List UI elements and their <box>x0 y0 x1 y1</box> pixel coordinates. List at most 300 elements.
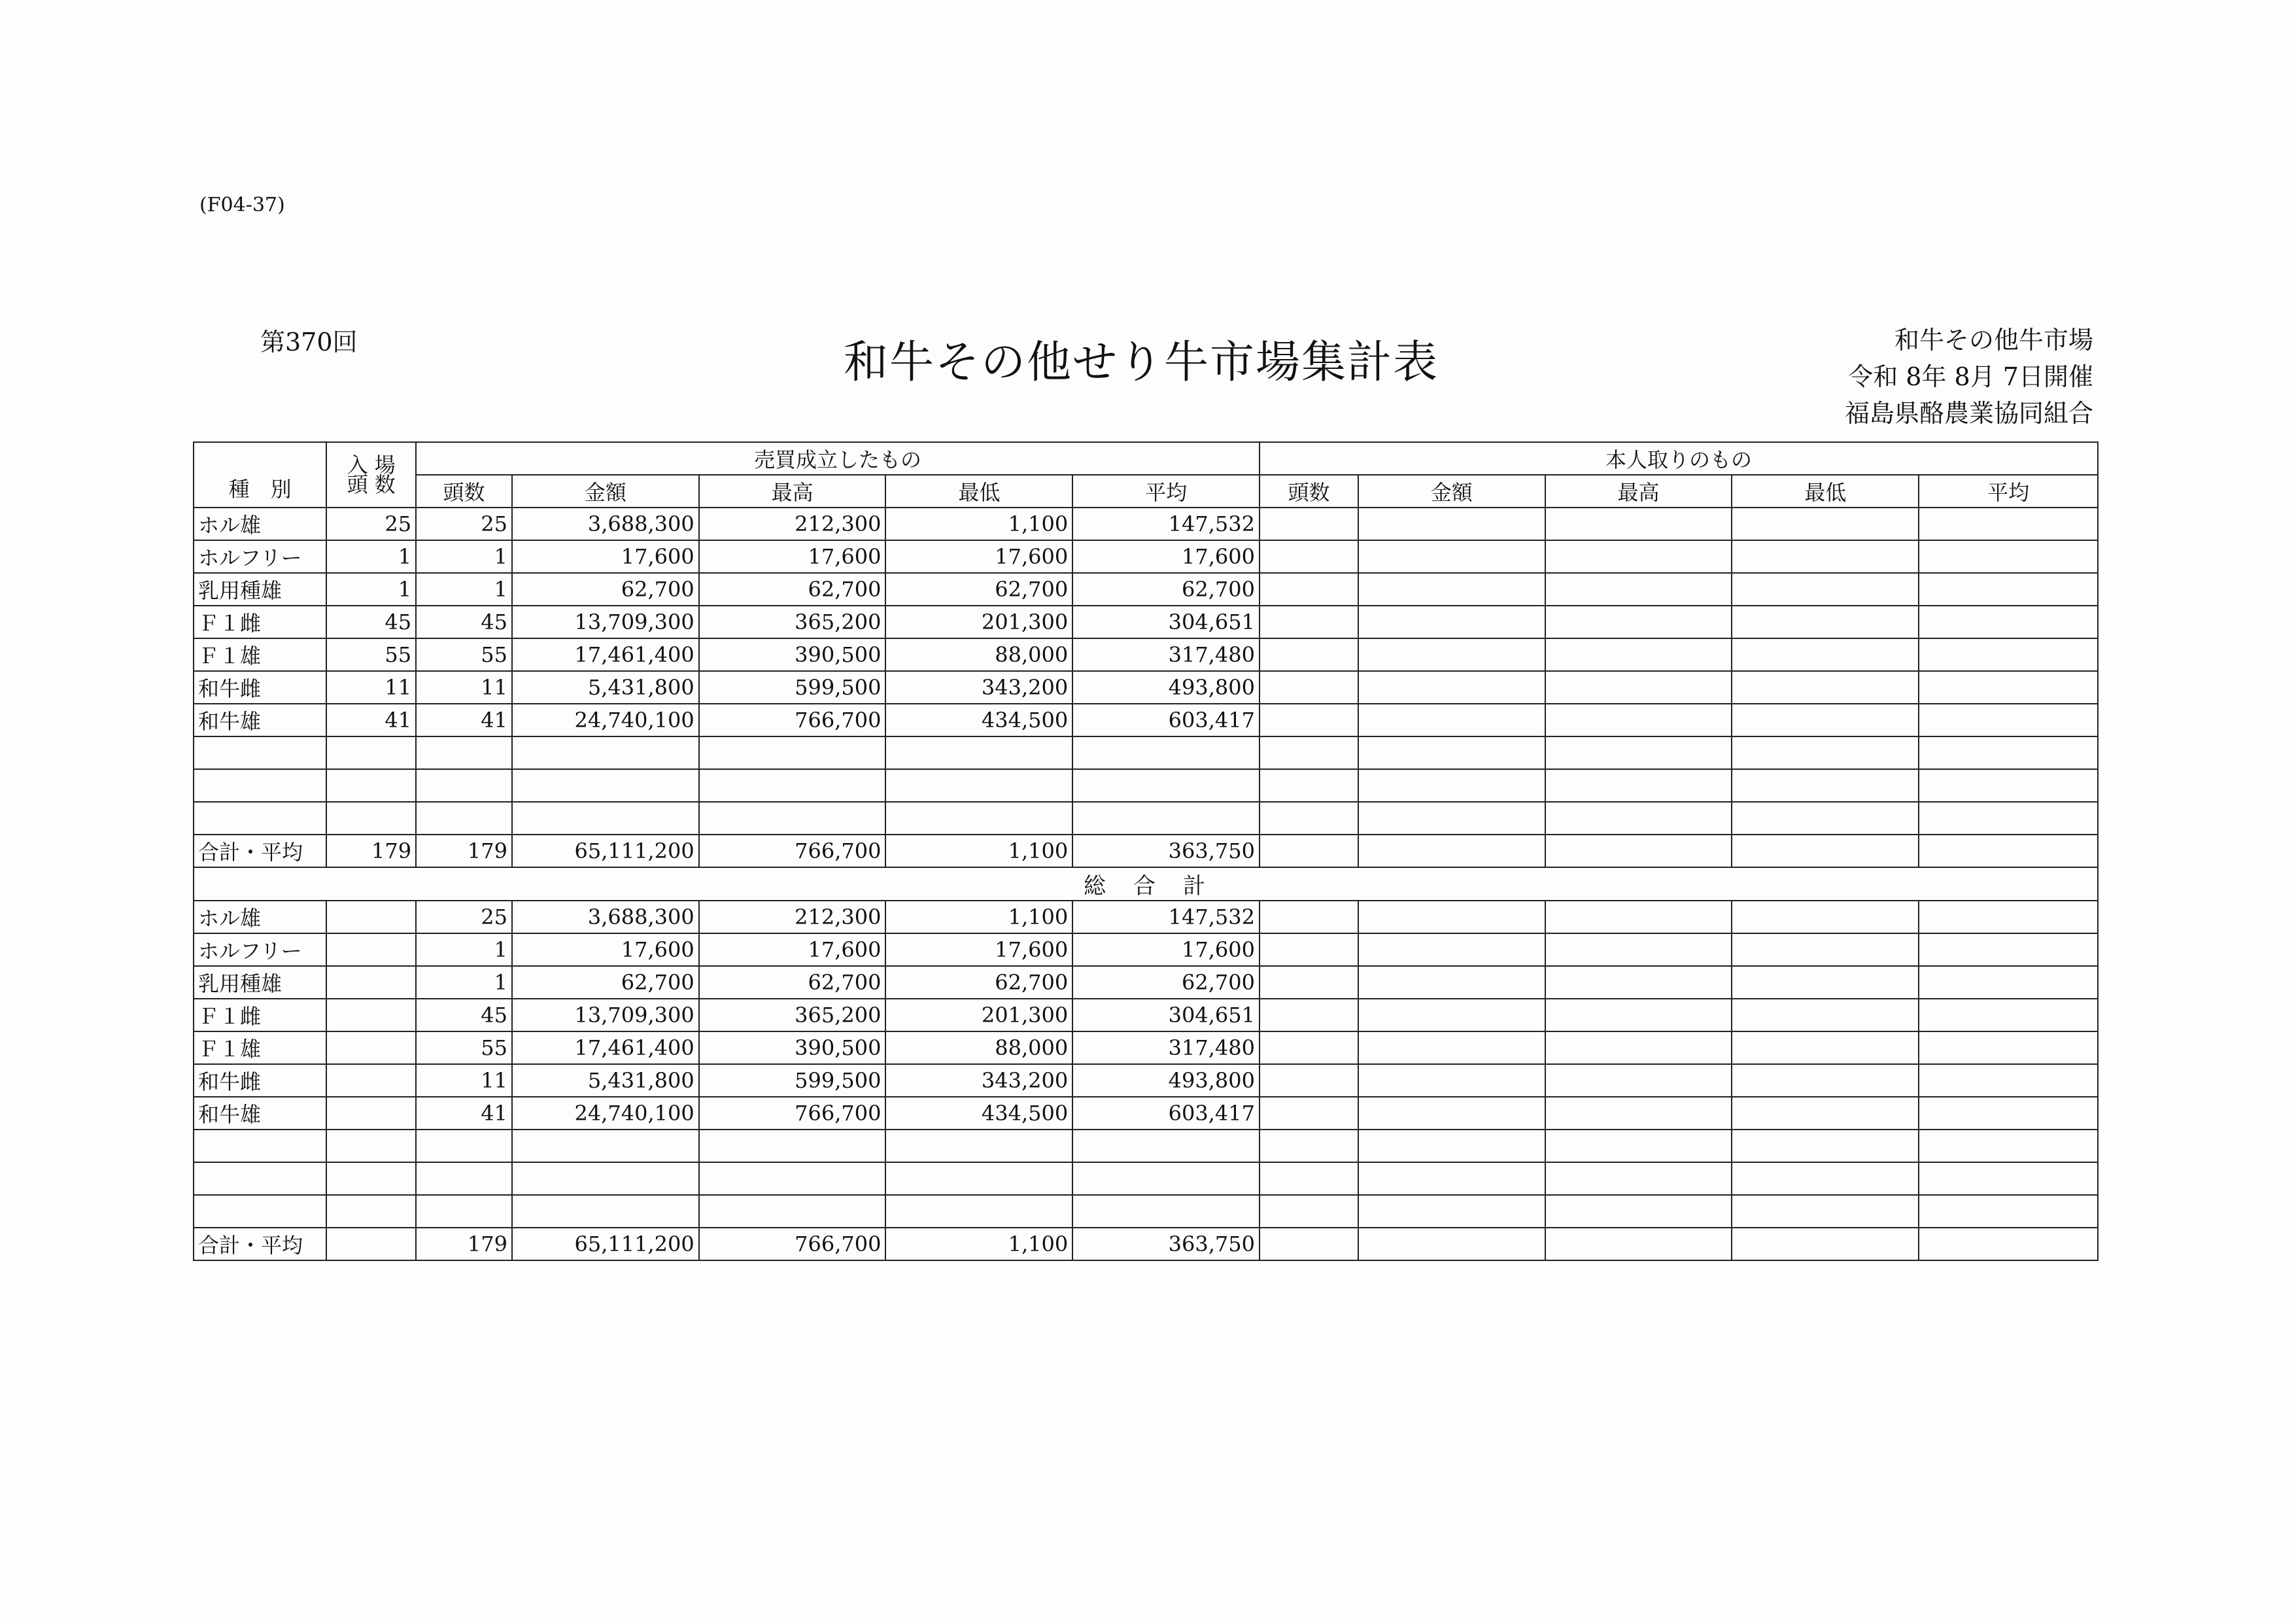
cell-avg: 603,417 <box>1072 1097 1259 1130</box>
table-row <box>194 736 2098 769</box>
cell-self-empty <box>1358 1195 1545 1228</box>
cell-kind: 乳用種雄 <box>194 573 326 606</box>
cell-avg <box>1072 769 1259 802</box>
cell-max <box>699 1162 886 1195</box>
cell-max: 599,500 <box>699 1064 886 1097</box>
cell-kind: ホルフリー <box>194 933 326 966</box>
cell-self-empty <box>1732 769 1919 802</box>
total-row <box>194 1228 2098 1260</box>
cell-entry <box>326 802 416 835</box>
cell-min: 434,500 <box>885 1097 1072 1130</box>
cell-entry <box>326 736 416 769</box>
cell-min <box>885 802 1072 835</box>
cell-self-empty <box>1545 999 1732 1031</box>
cell-self-empty <box>1545 508 1732 540</box>
table-row <box>194 966 2098 999</box>
cell-heads: 11 <box>416 671 512 704</box>
cell-self-empty <box>1919 606 2098 638</box>
cell-avg: 62,700 <box>1072 573 1259 606</box>
cell-max: 17,600 <box>699 540 886 573</box>
cell-self-empty <box>1919 966 2098 999</box>
cell-self-empty <box>1732 540 1919 573</box>
cell-min: 343,200 <box>885 671 1072 704</box>
cell-self-empty <box>1732 999 1919 1031</box>
cell-kind: 和牛雌 <box>194 671 326 704</box>
cell-self-empty <box>1732 1195 1919 1228</box>
cell-amount: 62,700 <box>512 573 699 606</box>
cell-amount: 62,700 <box>512 966 699 999</box>
self-amount-header: 金額 <box>1358 475 1545 508</box>
cell-self-empty <box>1919 573 2098 606</box>
cell-max: 365,200 <box>699 999 886 1031</box>
cell-max: 766,700 <box>699 835 886 867</box>
cell-entry <box>326 1064 416 1097</box>
cell-kind: ホル雄 <box>194 901 326 933</box>
cell-max: 390,500 <box>699 638 886 671</box>
cell-max: 766,700 <box>699 1097 886 1130</box>
table-row <box>194 802 2098 835</box>
cell-self-empty <box>1545 606 1732 638</box>
cell-amount: 13,709,300 <box>512 999 699 1031</box>
cell-self-empty <box>1358 966 1545 999</box>
cell-self-empty <box>1732 966 1919 999</box>
cell-self-empty <box>1919 901 2098 933</box>
cell-heads <box>416 736 512 769</box>
cell-amount <box>512 736 699 769</box>
cell-self-empty <box>1545 1195 1732 1228</box>
cell-entry <box>326 1097 416 1130</box>
cell-amount <box>512 769 699 802</box>
cell-avg: 493,800 <box>1072 1064 1259 1097</box>
cell-max: 17,600 <box>699 933 886 966</box>
cell-min: 88,000 <box>885 1031 1072 1064</box>
cell-amount <box>512 802 699 835</box>
cell-self-empty <box>1545 933 1732 966</box>
table-row <box>194 704 2098 736</box>
cell-self-empty <box>1259 835 1358 867</box>
cell-self-empty <box>1545 1228 1732 1260</box>
self-min-header: 最低 <box>1732 475 1919 508</box>
cell-entry: 11 <box>326 671 416 704</box>
cell-self-empty <box>1259 1195 1358 1228</box>
cell-self-empty <box>1358 638 1545 671</box>
entry-header <box>326 442 416 508</box>
sold-max-header: 最高 <box>699 475 886 508</box>
cell-heads <box>416 802 512 835</box>
cell-self-empty <box>1545 671 1732 704</box>
cell-kind: 合計・平均 <box>194 1228 326 1260</box>
cell-entry: 45 <box>326 606 416 638</box>
cell-min: 1,100 <box>885 901 1072 933</box>
cell-avg <box>1072 1195 1259 1228</box>
cell-amount: 65,111,200 <box>512 835 699 867</box>
cell-min: 434,500 <box>885 704 1072 736</box>
grand-total-label: 総 合 計 <box>194 867 2098 901</box>
cell-kind <box>194 1195 326 1228</box>
cell-heads: 1 <box>416 933 512 966</box>
cell-amount: 17,461,400 <box>512 638 699 671</box>
cell-min: 62,700 <box>885 573 1072 606</box>
sold-heads-header: 頭数 <box>416 475 512 508</box>
cell-avg: 603,417 <box>1072 704 1259 736</box>
cell-self-empty <box>1358 1130 1545 1162</box>
cell-self-empty <box>1259 508 1358 540</box>
cell-self-empty <box>1358 999 1545 1031</box>
cell-self-empty <box>1259 1097 1358 1130</box>
event-date: 令和 8年 8月 7日開催 <box>1848 362 2093 391</box>
cell-self-empty <box>1919 736 2098 769</box>
cell-entry: 41 <box>326 704 416 736</box>
cell-min <box>885 736 1072 769</box>
cell-kind <box>194 736 326 769</box>
cell-min: 201,300 <box>885 999 1072 1031</box>
cell-heads: 45 <box>416 606 512 638</box>
cell-self-empty <box>1358 1228 1545 1260</box>
cell-self-empty <box>1545 540 1732 573</box>
cell-self-empty <box>1919 933 2098 966</box>
cell-kind: 和牛雌 <box>194 1064 326 1097</box>
cell-self-empty <box>1358 1162 1545 1195</box>
cell-max: 212,300 <box>699 901 886 933</box>
cell-kind: Ｆ１雄 <box>194 638 326 671</box>
cell-self-empty <box>1919 1195 2098 1228</box>
self-heads-header: 頭数 <box>1259 475 1358 508</box>
cell-amount <box>512 1130 699 1162</box>
cell-heads <box>416 1162 512 1195</box>
cell-heads: 45 <box>416 999 512 1031</box>
table-row <box>194 573 2098 606</box>
table-row <box>194 1097 2098 1130</box>
cell-heads <box>416 1195 512 1228</box>
cell-self-empty <box>1545 573 1732 606</box>
table-row <box>194 606 2098 638</box>
cell-max <box>699 802 886 835</box>
cell-self-empty <box>1358 769 1545 802</box>
cell-self-empty <box>1358 1064 1545 1097</box>
cell-min: 1,100 <box>885 1228 1072 1260</box>
cell-self-empty <box>1732 508 1919 540</box>
table-row <box>194 638 2098 671</box>
cell-heads: 11 <box>416 1064 512 1097</box>
cell-entry <box>326 933 416 966</box>
cell-amount: 5,431,800 <box>512 671 699 704</box>
cell-self-empty <box>1358 606 1545 638</box>
cell-amount: 24,740,100 <box>512 1097 699 1130</box>
cell-max: 365,200 <box>699 606 886 638</box>
cell-self-empty <box>1358 736 1545 769</box>
cell-kind: Ｆ１雄 <box>194 1031 326 1064</box>
cell-avg: 317,480 <box>1072 1031 1259 1064</box>
cell-self-empty <box>1259 999 1358 1031</box>
cell-entry <box>326 1162 416 1195</box>
cell-self-empty <box>1358 901 1545 933</box>
cell-self-empty <box>1732 1162 1919 1195</box>
section1-body <box>194 508 2098 867</box>
cell-self-empty <box>1732 901 1919 933</box>
cell-heads: 179 <box>416 835 512 867</box>
cell-heads <box>416 769 512 802</box>
cell-self-empty <box>1919 540 2098 573</box>
cell-avg <box>1072 1130 1259 1162</box>
entry-header-top: 入 場 <box>347 453 396 477</box>
page-title: 和牛その他せり牛市場集計表 <box>844 337 1439 389</box>
cell-kind: 和牛雄 <box>194 704 326 736</box>
cell-self-empty <box>1259 769 1358 802</box>
cell-max: 766,700 <box>699 704 886 736</box>
union-name: 福島県酪農業協同組合 <box>1844 399 2093 428</box>
cell-self-empty <box>1259 1162 1358 1195</box>
cell-self-empty <box>1259 802 1358 835</box>
market-name: 和牛その他牛市場 <box>1894 326 2093 354</box>
cell-avg: 493,800 <box>1072 671 1259 704</box>
cell-self-empty <box>1259 1228 1358 1260</box>
cell-self-empty <box>1919 1097 2098 1130</box>
sold-min-header: 最低 <box>885 475 1072 508</box>
cell-avg: 363,750 <box>1072 835 1259 867</box>
cell-max <box>699 736 886 769</box>
cell-self-empty <box>1545 704 1732 736</box>
cell-heads: 1 <box>416 573 512 606</box>
cell-amount: 17,461,400 <box>512 1031 699 1064</box>
cell-self-empty <box>1259 606 1358 638</box>
document-code: (F04-37) <box>199 194 285 216</box>
table-row <box>194 901 2098 933</box>
cell-max: 599,500 <box>699 671 886 704</box>
cell-kind: 和牛雄 <box>194 1097 326 1130</box>
cell-min <box>885 1195 1072 1228</box>
cell-heads: 25 <box>416 901 512 933</box>
cell-entry <box>326 1195 416 1228</box>
table-row <box>194 933 2098 966</box>
cell-self-empty <box>1545 1031 1732 1064</box>
cell-min: 17,600 <box>885 540 1072 573</box>
cell-self-empty <box>1919 671 2098 704</box>
cell-entry <box>326 769 416 802</box>
table-row <box>194 769 2098 802</box>
cell-amount <box>512 1195 699 1228</box>
cell-amount: 17,600 <box>512 540 699 573</box>
cell-avg: 17,600 <box>1072 933 1259 966</box>
table-row <box>194 1162 2098 1195</box>
cell-min: 62,700 <box>885 966 1072 999</box>
cell-avg <box>1072 736 1259 769</box>
cell-min <box>885 1162 1072 1195</box>
cell-max <box>699 1195 886 1228</box>
self-avg-header: 平均 <box>1919 475 2098 508</box>
cell-self-empty <box>1545 1162 1732 1195</box>
cell-max: 390,500 <box>699 1031 886 1064</box>
cell-avg: 317,480 <box>1072 638 1259 671</box>
cell-self-empty <box>1358 933 1545 966</box>
cell-self-empty <box>1259 1031 1358 1064</box>
cell-self-empty <box>1545 802 1732 835</box>
cell-self-empty <box>1545 835 1732 867</box>
cell-self-empty <box>1919 1162 2098 1195</box>
cell-self-empty <box>1259 671 1358 704</box>
cell-self-empty <box>1545 638 1732 671</box>
cell-self-empty <box>1259 901 1358 933</box>
self-group-header: 本人取りのもの <box>1259 442 2098 475</box>
cell-self-empty <box>1259 573 1358 606</box>
table-row <box>194 671 2098 704</box>
cell-max: 766,700 <box>699 1228 886 1260</box>
self-max-header: 最高 <box>1545 475 1732 508</box>
cell-self-empty <box>1358 1097 1545 1130</box>
cell-kind: 乳用種雄 <box>194 966 326 999</box>
cell-kind <box>194 1130 326 1162</box>
cell-self-empty <box>1545 1097 1732 1130</box>
cell-self-empty <box>1545 1064 1732 1097</box>
cell-self-empty <box>1919 1064 2098 1097</box>
cell-self-empty <box>1732 736 1919 769</box>
cell-entry <box>326 1130 416 1162</box>
cell-self-empty <box>1358 540 1545 573</box>
cell-avg: 304,651 <box>1072 999 1259 1031</box>
cell-self-empty <box>1545 1130 1732 1162</box>
cell-amount: 17,600 <box>512 933 699 966</box>
cell-self-empty <box>1732 573 1919 606</box>
cell-self-empty <box>1259 638 1358 671</box>
cell-min: 1,100 <box>885 835 1072 867</box>
entry-header-bottom: 頭 数 <box>347 472 396 497</box>
cell-avg: 62,700 <box>1072 966 1259 999</box>
kind-header: 種 別 <box>194 442 326 508</box>
cell-kind <box>194 769 326 802</box>
cell-self-empty <box>1919 1130 2098 1162</box>
cell-self-empty <box>1732 1097 1919 1130</box>
cell-entry: 1 <box>326 540 416 573</box>
cell-self-empty <box>1732 835 1919 867</box>
table-row <box>194 508 2098 540</box>
cell-avg: 17,600 <box>1072 540 1259 573</box>
cell-self-empty <box>1259 966 1358 999</box>
sold-group-header: 売買成立したもの <box>416 442 1259 475</box>
cell-avg: 304,651 <box>1072 606 1259 638</box>
cell-self-empty <box>1358 802 1545 835</box>
cell-min: 1,100 <box>885 508 1072 540</box>
organizer-block <box>1845 322 2093 432</box>
section2-body <box>194 901 2098 1260</box>
total-row <box>194 835 2098 867</box>
cell-max <box>699 769 886 802</box>
grand-total-band <box>194 867 2098 901</box>
cell-avg: 147,532 <box>1072 508 1259 540</box>
cell-self-empty <box>1919 1031 2098 1064</box>
cell-self-empty <box>1545 736 1732 769</box>
cell-self-empty <box>1919 508 2098 540</box>
cell-entry: 1 <box>326 573 416 606</box>
cell-heads: 55 <box>416 1031 512 1064</box>
cell-amount: 3,688,300 <box>512 508 699 540</box>
cell-self-empty <box>1732 802 1919 835</box>
cell-self-empty <box>1732 1064 1919 1097</box>
cell-entry <box>326 966 416 999</box>
cell-self-empty <box>1259 1130 1358 1162</box>
cell-kind <box>194 1162 326 1195</box>
cell-self-empty <box>1732 1228 1919 1260</box>
cell-kind: 合計・平均 <box>194 835 326 867</box>
cell-amount: 3,688,300 <box>512 901 699 933</box>
cell-min: 343,200 <box>885 1064 1072 1097</box>
cell-min <box>885 1130 1072 1162</box>
cell-self-empty <box>1732 606 1919 638</box>
table-row <box>194 999 2098 1031</box>
cell-self-empty <box>1919 999 2098 1031</box>
cell-amount: 24,740,100 <box>512 704 699 736</box>
cell-min: 201,300 <box>885 606 1072 638</box>
cell-min: 17,600 <box>885 933 1072 966</box>
cell-entry: 25 <box>326 508 416 540</box>
cell-self-empty <box>1919 802 2098 835</box>
cell-kind <box>194 802 326 835</box>
cell-max: 212,300 <box>699 508 886 540</box>
cell-entry <box>326 1031 416 1064</box>
cell-self-empty <box>1919 704 2098 736</box>
cell-heads: 1 <box>416 540 512 573</box>
cell-entry <box>326 1228 416 1260</box>
cell-self-empty <box>1358 835 1545 867</box>
cell-entry <box>326 901 416 933</box>
cell-self-empty <box>1919 1228 2098 1260</box>
cell-self-empty <box>1358 1031 1545 1064</box>
cell-amount: 5,431,800 <box>512 1064 699 1097</box>
cell-heads: 25 <box>416 508 512 540</box>
cell-entry: 55 <box>326 638 416 671</box>
cell-self-empty <box>1919 769 2098 802</box>
cell-self-empty <box>1259 540 1358 573</box>
table-row <box>194 1031 2098 1064</box>
cell-min <box>885 769 1072 802</box>
sold-amount-header: 金額 <box>512 475 699 508</box>
cell-self-empty <box>1732 671 1919 704</box>
cell-self-empty <box>1732 1130 1919 1162</box>
cell-self-empty <box>1259 704 1358 736</box>
cell-self-empty <box>1732 933 1919 966</box>
summary-table <box>193 441 2099 1261</box>
table-row <box>194 540 2098 573</box>
cell-avg <box>1072 802 1259 835</box>
cell-self-empty <box>1545 966 1732 999</box>
cell-self-empty <box>1358 704 1545 736</box>
cell-kind: Ｆ１雌 <box>194 606 326 638</box>
cell-self-empty <box>1545 769 1732 802</box>
cell-self-empty <box>1732 704 1919 736</box>
cell-heads: 1 <box>416 966 512 999</box>
cell-self-empty <box>1545 901 1732 933</box>
cell-self-empty <box>1259 1064 1358 1097</box>
cell-self-empty <box>1919 638 2098 671</box>
cell-max: 62,700 <box>699 966 886 999</box>
cell-amount: 65,111,200 <box>512 1228 699 1260</box>
cell-max <box>699 1130 886 1162</box>
cell-self-empty <box>1259 933 1358 966</box>
cell-heads: 55 <box>416 638 512 671</box>
cell-min: 88,000 <box>885 638 1072 671</box>
cell-amount <box>512 1162 699 1195</box>
cell-self-empty <box>1732 1031 1919 1064</box>
cell-self-empty <box>1732 638 1919 671</box>
table-row <box>194 1064 2098 1097</box>
cell-heads: 179 <box>416 1228 512 1260</box>
cell-kind: Ｆ１雌 <box>194 999 326 1031</box>
cell-heads <box>416 1130 512 1162</box>
table-row <box>194 1195 2098 1228</box>
cell-self-empty <box>1358 573 1545 606</box>
cell-heads: 41 <box>416 704 512 736</box>
cell-kind: ホルフリー <box>194 540 326 573</box>
cell-amount: 13,709,300 <box>512 606 699 638</box>
cell-entry <box>326 999 416 1031</box>
